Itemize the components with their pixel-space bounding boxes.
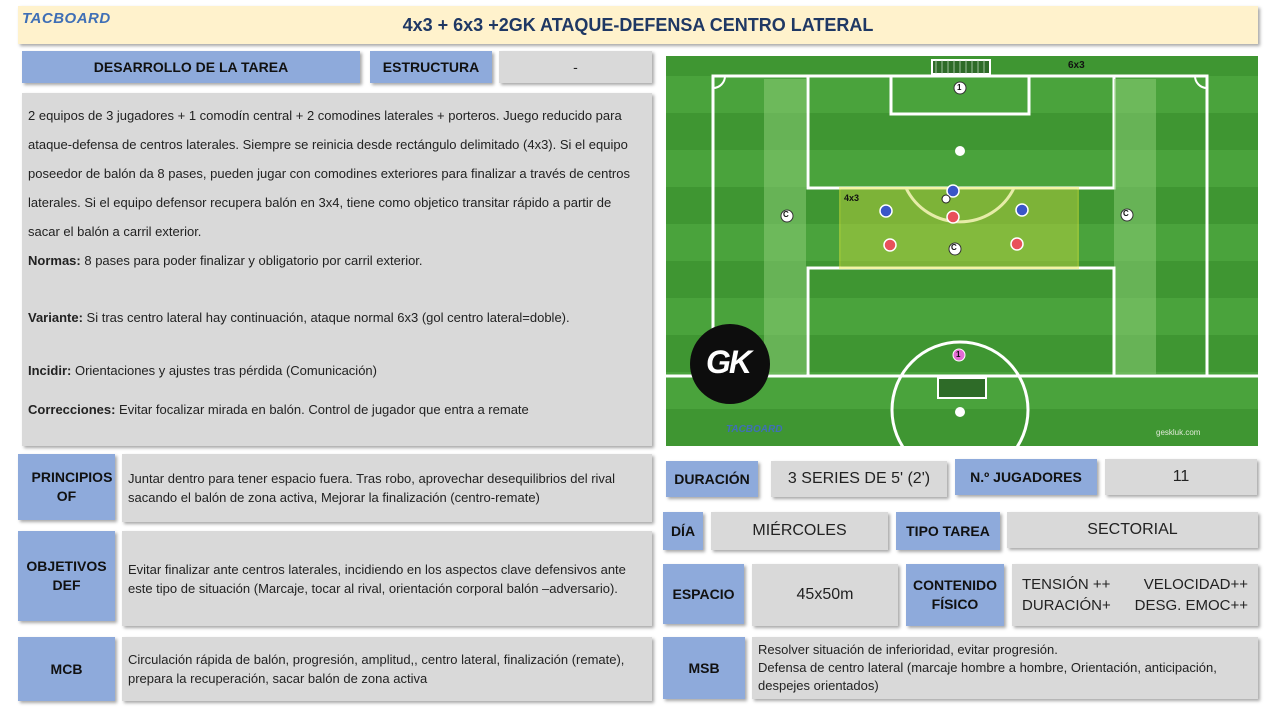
player-red [947,211,959,223]
tipo-label: TIPO TAREA [896,512,1000,550]
jugadores-label: N.º JUGADORES [955,459,1097,495]
espacio-label: ESPACIO [663,564,744,624]
page-title: 4x3 + 6x3 +2GK ATAQUE-DEFENSA CENTRO LATERAL [402,14,874,35]
principios-label [18,454,115,520]
contenido-values [1012,564,1258,626]
task-description [22,93,652,446]
tacboard-logo: TACBOARD [22,10,111,27]
objetivos-label-text: OBJETIVOS DEF [26,558,107,593]
correcciones-label: Correcciones: [28,402,116,417]
right-corridor [1114,79,1156,374]
player-red [884,239,896,251]
espacio-value: 45x50m [752,564,898,626]
normas-label: Normas: [28,253,81,268]
label-6x3: 6x3 [1068,60,1085,71]
incidir-text: Orientaciones y ajustes tras pérdida (Comunicación) [71,363,377,378]
pitch-website: geskluk.com [1156,428,1201,437]
desarrollo-label: DESARROLLO DE LA TAREA [22,51,360,83]
pitch-brand: TACBOARD [726,424,783,435]
variante-text: Si tras centro lateral hay continuación, ataque normal 6x3 (gol centro lateral=doble). [82,310,570,325]
contenido-row-1 [1022,574,1248,595]
tipo-value: SECTORIAL [1007,512,1258,548]
comodin-letter-center: C [951,243,957,252]
estructura-label: ESTRUCTURA [370,51,492,83]
mcb-text: Circulación rápida de balón, progresión, amplitud,, centro lateral, finalización (remate), prepara la recuperación, sacar balón de zona activa [122,637,652,701]
contenido-item: TENSIÓN ++ [1022,576,1111,593]
principios-label-text: PRINCIPIOS OF [31,469,113,504]
msb-label: MSB [663,637,745,699]
contenido-label [906,564,1004,626]
ball-icon [942,195,950,203]
contenido-label-text: CONTENIDO FÍSICO [913,577,997,612]
left-corridor [764,79,806,374]
gk-badge-text: GK [706,344,750,380]
pitch-svg [666,56,1258,446]
description-main: 2 equipos de 3 jugadores + 1 comodín central + 2 comodines laterales + porteros. Juego reducido para ataque-defensa de centros laterales. Siempre se reinicia desde rectángulo delimitado (4x3). Si el equipo poseedor de balón da 8 pases, pueden jugar con comodines exteriores para finalizar a través de centros laterales. Si el equipo defensor recupera balón en 3x4, tiene como objetico transitar rápido a partir de sacar el balón a carril exterior. [28,108,630,239]
gk-top-number: 1 [957,83,962,92]
zone-4x3 [840,188,1078,268]
duracion-value: 3 SERIES DE 5' (2') [771,461,947,497]
player-blue [880,205,892,217]
variante-line [28,303,646,332]
player-red [1011,238,1023,250]
comodin-letter-left: C [783,210,789,219]
comodin-letter-right: C [1123,209,1129,218]
mcb-label: MCB [18,637,115,701]
gk-bottom-number: 1 [956,350,961,359]
estructura-value: - [499,51,652,83]
jugadores-value: 11 [1105,459,1257,495]
contenido-item: DURACIÓN+ [1022,597,1111,614]
title-bar [18,6,1258,44]
incidir-line [28,356,646,385]
dia-label: DÍA [663,512,703,550]
correcciones-text: Evitar focalizar mirada en balón. Control de jugador que entra a remate [115,402,529,417]
player-blue [947,185,959,197]
objetivos-label [18,531,115,621]
duracion-label: DURACIÓN [666,461,758,497]
player-blue [1016,204,1028,216]
label-4x3: 4x3 [844,193,860,203]
pitch-diagram [666,56,1258,446]
contenido-item: VELOCIDAD++ [1143,576,1248,593]
contenido-row-2 [1022,595,1248,616]
msb-text: Resolver situación de inferioridad, evitar progresión. Defensa de centro lateral (marcaje hombre a hombre, Orientación, anticipación, despejes orientados) [752,637,1258,699]
incidir-label: Incidir: [28,363,72,378]
dia-value: MIÉRCOLES [711,512,888,550]
principios-text: Juntar dentro para tener espacio fuera. Tras robo, aprovechar desequilibrios del rival sacando el balón de zona activa, Mejorar la finalización (centro-remate) [122,454,652,522]
contenido-item: DESG. EMOC++ [1134,597,1248,614]
objetivos-text: Evitar finalizar ante centros laterales, incidiendo en los aspectos clave defensivos ante este tipo de situación (Marcaje, tocar al rival, orientación corporal balón –adversario). [122,531,652,626]
normas-text: 8 pases para poder finalizar y obligatorio por carril exterior. [80,253,423,268]
variante-label: Variante: [28,310,83,325]
normas-line [28,246,646,275]
correcciones-line [28,395,646,424]
